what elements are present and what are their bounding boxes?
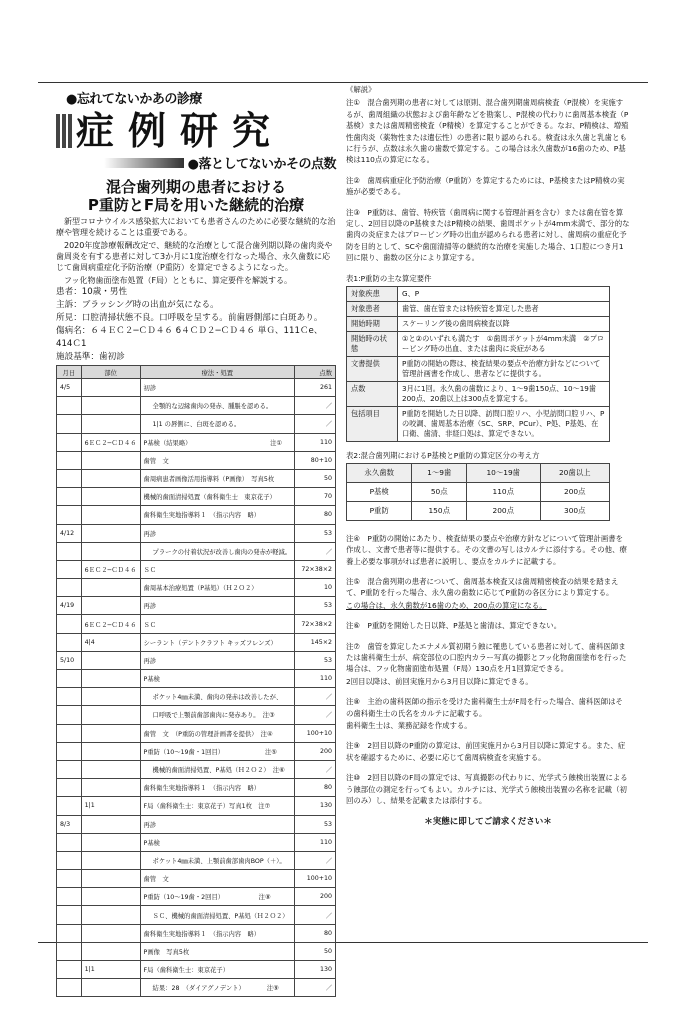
tagline-bottom: ●落としてないかその点数 (187, 157, 336, 172)
note-3: 注③ P重防は、歯管、特疾管（歯周病に関する管理計画を含む）または歯在管を算定し、2回目以降のP基検またはP精検の結果、歯周ポケットが4mm未満で、部分的な歯肉の炎症またはプロービング時の出血が認められる患者に対し、歯周病の重症化予防を目的として、SCや歯面清掃等の継続的な治療を実施した場合、1口腔につき月1回に限り、歯数の区分により算定する。 (346, 207, 630, 263)
record-treatment-cell: 再診 (140, 597, 295, 615)
table-cell: P重防 (347, 501, 412, 520)
record-date-cell (57, 833, 82, 851)
record-points-cell: 53 (295, 651, 336, 669)
table-row (347, 381, 610, 406)
record-date-cell (57, 633, 82, 651)
table-row (57, 961, 336, 979)
record-points-cell: 53 (295, 597, 336, 615)
record-site-cell (81, 760, 140, 778)
record-site-cell (81, 488, 140, 506)
record-treatment-cell: 1|1 の唇側に、白斑を認める。 (140, 415, 295, 433)
record-treatment-cell: 歯科衛生実地指導料１ （指示内容 略） (140, 779, 295, 797)
record-date-cell (57, 760, 82, 778)
record-treatment-cell: 歯管 文 (140, 870, 295, 888)
table-row (57, 851, 336, 869)
table-cell: 110点 (467, 482, 541, 501)
table-cell: 50点 (412, 482, 467, 501)
requirement-label: 文書提供 (347, 356, 398, 381)
table-row (57, 633, 336, 651)
requirements-table (346, 286, 610, 442)
footer-note: ＊実態に即してご請求ください＊ (424, 817, 552, 828)
record-date-cell (57, 451, 82, 469)
requirement-value: ①と②のいずれも満たす ①歯周ポケットが4mm未満 ②プロービング時の出血、または歯肉に炎症がある (398, 331, 610, 356)
record-site-cell (81, 979, 140, 997)
table-row (347, 501, 610, 520)
record-treatment-cell: シーラント（デントクラフト キッズフレンズ） (140, 633, 295, 651)
column-header: 療法・処置 (140, 366, 295, 379)
record-site-cell (81, 706, 140, 724)
intro-paragraph: フッ化物歯面塗布処置（F局）とともに、算定要件を解説する。 (64, 276, 293, 285)
note-paragraph: 注⑤ 混合歯列期の患者について、歯周基本検査又は歯周精密検査の結果を踏まえて、P重防を行った場合、永久歯の歯数に応じてP重防の各区分により算定する。 (346, 576, 619, 598)
record-date-cell (57, 924, 82, 942)
intro-paragraph: 2020年度診療報酬改定で、継続的な治療として混合歯列期以降の歯肉炎や歯周炎を有する患者に対して3か月に1度治療を行なった場合、永久歯数に応じて歯周病重症化予防治療（P重防）を算定できるようになった。 (56, 241, 333, 272)
table-row (57, 906, 336, 924)
record-points-cell: 72×38×2 (295, 560, 336, 578)
record-date-cell (57, 779, 82, 797)
record-points-cell: 70 (295, 488, 336, 506)
table-cell: 200点 (467, 501, 541, 520)
record-treatment-cell: P基検 (140, 670, 295, 688)
title-bars-decoration (56, 114, 72, 148)
record-treatment-cell: P重防（10～19歯・2回目） 注⑧ (140, 888, 295, 906)
column-header: 点数 (295, 366, 336, 379)
record-points-cell: 110 (295, 833, 336, 851)
record-site-cell (81, 451, 140, 469)
record-date-cell (57, 506, 82, 524)
table-row (57, 379, 336, 397)
column-header: 部位 (81, 366, 140, 379)
record-treatment-cell: 再診 (140, 815, 295, 833)
record-treatment-cell: 機械的歯面清掃処置、P基処（Ｈ２Ｏ２） 注⑥ (140, 760, 295, 778)
record-site-cell (81, 597, 140, 615)
record-site-cell (81, 379, 140, 397)
table-row (347, 356, 610, 381)
table-row (57, 488, 336, 506)
record-date-cell (57, 979, 82, 997)
record-site-cell (81, 924, 140, 942)
record-treatment-cell: 初診 (140, 379, 295, 397)
table-cell: 1～9歯 (412, 463, 467, 482)
requirement-label: 点数 (347, 381, 398, 406)
table-row (57, 724, 336, 742)
record-date-cell: 8/3 (57, 815, 82, 833)
record-points-cell: 72×38×2 (295, 615, 336, 633)
requirement-label: 対象患者 (347, 301, 398, 316)
record-treatment-cell: ＳＣ、機械的歯面清掃処置、P基処（Ｈ２Ｏ２） (140, 906, 295, 924)
record-treatment-cell: 全顎的な辺縁歯肉の発赤、腫脹を認める。 (140, 397, 295, 415)
record-date-cell (57, 670, 82, 688)
record-points-cell: 80 (295, 924, 336, 942)
table-row (57, 924, 336, 942)
table-cell: 150点 (412, 501, 467, 520)
record-treatment-cell: P画像 写真5枚 (140, 942, 295, 960)
record-treatment-cell: ポケット4㎜未満、歯肉の発赤は改善したが、 (140, 688, 295, 706)
table-row (57, 651, 336, 669)
record-date-cell (57, 797, 82, 815)
note-paragraph: 注⑥ P重防を開始した日以降、P基処と歯清は、算定できない。 (346, 621, 562, 631)
record-points-cell: 110 (295, 670, 336, 688)
requirement-label: 包括項目 (347, 406, 398, 441)
note-paragraph: 注④ P重防の開始にあたり、検査結果の要点や治療方針などについて管理計画書を作成し、文書で患者等に提供する。その文書の写しはカルテに添付する。その他、療養上必要な事項がれば患者に説明し、要点をカルテに記載する。 (346, 533, 627, 566)
record-points-cell: ／ (295, 688, 336, 706)
table-cell: 10～19歯 (467, 463, 541, 482)
record-date-cell (57, 851, 82, 869)
note-paragraph: 注⑨ 2回目以降のP重防の算定は、前回実施月から3月目以降に算定する。また、症状を確認するために、必要に応じて歯周病検査を実施する。 (346, 741, 626, 762)
table2-caption: 表2:混合歯列期におけるP基検とP重防の算定区分の考え方 (346, 450, 540, 460)
record-points-cell: 50 (295, 469, 336, 487)
table-header-row (57, 366, 336, 379)
record-site-cell (81, 542, 140, 560)
record-site-cell (81, 524, 140, 542)
record-site-cell: 1|1 (81, 797, 140, 815)
chief-complaint: 主訴：ブラッシング時の出血が気になる。 (56, 300, 219, 310)
table-row (57, 542, 336, 560)
record-points-cell: 145×2 (295, 633, 336, 651)
record-treatment-cell: 口呼吸で上顎前歯部歯肉に発赤あり。 注③ (140, 706, 295, 724)
record-date-cell (57, 706, 82, 724)
record-points-cell: 261 (295, 379, 336, 397)
record-date-cell (57, 579, 82, 597)
record-treatment-cell: P基検（結果略） 注① (140, 433, 295, 451)
record-treatment-cell: 再診 (140, 524, 295, 542)
record-points-cell: 80+10 (295, 451, 336, 469)
requirement-value: P重防を開始した日以降、訪問口腔リハ、小児訪問口腔リハ、Pの咬調、歯周基本治療（SC、SRP、PCur）、P処、P基処、在口衛、歯清、非経口処は、算定できない。 (398, 406, 610, 441)
record-date-cell (57, 906, 82, 924)
record-site-cell (81, 851, 140, 869)
requirement-value: 3月に1回。永久歯の歯数により、1～9歯150点、10～19歯200点、20歯以上は300点を算定する。 (398, 381, 610, 406)
table-row (57, 615, 336, 633)
record-points-cell: ／ (295, 415, 336, 433)
record-site-cell: 1|1 (81, 961, 140, 979)
table-row (347, 316, 610, 331)
note-paragraph: 歯科衛生士は、業務記録を作成する。 (346, 720, 472, 730)
table-row (57, 524, 336, 542)
table-row (347, 331, 610, 356)
intro-paragraph: 新型コロナウイルス感染拡大においても患者さんのために必要な継続的な治療や管理を続けることは重要である。 (56, 217, 336, 237)
table-row (57, 397, 336, 415)
table-row (57, 870, 336, 888)
record-treatment-cell: 再診 (140, 651, 295, 669)
tagline-top: ●忘れてないかあの診療 (66, 92, 202, 107)
table-row (57, 706, 336, 724)
record-treatment-cell: プラークの付着状況が改善し歯肉の発赤が軽減。 (140, 542, 295, 560)
diagnosis: 傷病名：６４ＥＣ２─ＣＤ４６ 6４ＣＤ２─ＣＤ４６ 単Ｇ、111Ｃe、414Ｃ1 (56, 326, 323, 349)
record-site-cell (81, 870, 140, 888)
record-site-cell (81, 670, 140, 688)
record-date-cell (57, 397, 82, 415)
record-date-cell: 5/10 (57, 651, 82, 669)
record-treatment-cell: 結果：28 （ダイアグノデント） 注⑨ (140, 979, 295, 997)
table-row (347, 301, 610, 316)
record-treatment-cell: 歯管 文 (140, 451, 295, 469)
record-site-cell (81, 906, 140, 924)
record-treatment-cell: P重防（10～19歯・1回目） 注⑤ (140, 742, 295, 760)
table-cell: 20歯以上 (540, 463, 609, 482)
record-site-cell (81, 469, 140, 487)
record-date-cell (57, 961, 82, 979)
table-row (57, 506, 336, 524)
table-row (57, 779, 336, 797)
table-row (57, 942, 336, 960)
requirement-label: 開始時期 (347, 316, 398, 331)
record-points-cell: ／ (295, 397, 336, 415)
table-row (57, 833, 336, 851)
record-points-cell: 50 (295, 942, 336, 960)
record-date-cell: 4/5 (57, 379, 82, 397)
table-row (347, 406, 610, 441)
table-row (57, 888, 336, 906)
record-date-cell (57, 415, 82, 433)
record-site-cell (81, 415, 140, 433)
record-site-cell (81, 506, 140, 524)
record-site-cell (81, 651, 140, 669)
gradient-bar-decoration (104, 158, 184, 168)
record-date-cell (57, 560, 82, 578)
record-site-cell (81, 815, 140, 833)
record-site-cell (81, 397, 140, 415)
note-paragraph: 注⑧ 主治の歯科医師の指示を受けた歯科衛生士がF局を行った場合、歯科医師はその歯科衛生士の氏名をカルテに記載する。 (346, 697, 623, 718)
record-site-cell (81, 688, 140, 706)
record-points-cell: ／ (295, 906, 336, 924)
record-treatment-cell: F局（歯科衛生士：東京花子）写真1枚 注⑦ (140, 797, 295, 815)
table-row (57, 433, 336, 451)
record-site-cell: 6ＥＣ２─ＣＤ４６ (81, 615, 140, 633)
column-header: 月日 (57, 366, 82, 379)
requirement-value: スケーリング後の歯周病検査以降 (398, 316, 610, 331)
record-points-cell: 53 (295, 815, 336, 833)
record-points-cell: 100+10 (295, 870, 336, 888)
record-date-cell (57, 433, 82, 451)
record-points-cell: 200 (295, 742, 336, 760)
table-row (57, 742, 336, 760)
record-date-cell: 4/12 (57, 524, 82, 542)
notes-continued (346, 533, 630, 807)
table-row (57, 560, 336, 578)
table-row (57, 760, 336, 778)
record-treatment-cell: ＳＣ (140, 560, 295, 578)
table-row (57, 597, 336, 615)
table-cell: 永久歯数 (347, 463, 412, 482)
article-subtitle-1: 混合歯列期の患者における (105, 178, 286, 196)
requirement-value: 歯管、歯在管または特疾管を算定した患者 (398, 301, 610, 316)
record-points-cell: 53 (295, 524, 336, 542)
record-site-cell: 6ＥＣ２─ＣＤ４６ (81, 433, 140, 451)
record-site-cell (81, 942, 140, 960)
record-treatment-cell: 機械的歯面清掃処置（歯科衛生士 東京花子） (140, 488, 295, 506)
tagline-bottom-row (56, 153, 336, 172)
note-paragraph: この場合は、永久歯数が16歯のため、200点の算定になる。 (346, 600, 547, 610)
right-column (346, 84, 630, 827)
table-row (347, 463, 610, 482)
record-treatment-cell: 歯周病患者画像活用指導料（P画像） 写真5枚 (140, 469, 295, 487)
title-row (56, 108, 336, 153)
record-points-cell: ／ (295, 851, 336, 869)
record-treatment-cell: 歯周基本治療処置（P基処）（Ｈ２Ｏ２） (140, 579, 295, 597)
record-date-cell (57, 870, 82, 888)
record-points-cell: 100+10 (295, 724, 336, 742)
note-paragraph: 注⑦ 歯管を算定したエナメル質初期う蝕に罹患している患者に対して、歯科医師または歯科衛生士が、病変部位の口腔内カラー写真の撮影とフッ化物歯面塗布を行った場合は、フッ化物歯面塗布処置（F局）130点を月1回算定できる。 (346, 641, 627, 674)
points-table (346, 463, 610, 521)
table-cell: P基検 (347, 482, 412, 501)
record-treatment-cell: 歯科衛生実地指導料１ （指示内容 略） (140, 506, 295, 524)
record-points-cell: 110 (295, 433, 336, 451)
record-site-cell (81, 742, 140, 760)
requirement-label: 対象疾患 (347, 286, 398, 301)
record-date-cell (57, 942, 82, 960)
note-paragraph: 2回目以降は、前回実施月から3月目以降に算定できる。 (346, 676, 533, 686)
table-row (57, 451, 336, 469)
record-site-cell (81, 888, 140, 906)
record-points-cell: 200 (295, 888, 336, 906)
record-treatment-cell: ポケット4㎜未満、上顎前歯部歯肉BOP（＋）。 (140, 851, 295, 869)
table-row (347, 286, 610, 301)
commentary-header: 《解説》 (346, 85, 376, 94)
record-date-cell (57, 488, 82, 506)
record-site-cell: 4|4 (81, 633, 140, 651)
treatment-record-table (56, 365, 336, 997)
table-row (347, 482, 610, 501)
record-site-cell (81, 579, 140, 597)
page-title: 症例研究 (76, 108, 285, 153)
table1-caption: 表1:P重防の主な算定要件 (346, 273, 432, 283)
record-treatment-cell: 歯科衛生実地指導料１ （指示内容 略） (140, 924, 295, 942)
record-points-cell: 10 (295, 579, 336, 597)
record-points-cell: 130 (295, 797, 336, 815)
record-points-cell: ／ (295, 760, 336, 778)
requirement-value: P重防の開始の際は、検査結果の要点や治療方針などについて管理計画書を作成し、患者などに提供する。 (398, 356, 610, 381)
note-2: 注② 歯周病重症化予防治療（P重防）を算定するためには、P基検またはP精検の実施が必要である。 (346, 175, 625, 197)
record-treatment-cell: 歯管 文 （P重防の管理計画書を提供） 注④ (140, 724, 295, 742)
table-row (57, 797, 336, 815)
record-date-cell (57, 742, 82, 760)
record-treatment-cell: ＳＣ (140, 615, 295, 633)
top-rule (38, 82, 648, 83)
requirement-label: 開始時の状態 (347, 331, 398, 356)
table-cell: 200点 (540, 482, 609, 501)
record-date-cell (57, 615, 82, 633)
treatment-record-body (57, 379, 336, 997)
record-treatment-cell: F局（歯科衛生士：東京花子） (140, 961, 295, 979)
table-row (57, 979, 336, 997)
table-row (57, 688, 336, 706)
table-row (57, 815, 336, 833)
facility-standard: 施設基準：歯初診 (56, 352, 125, 362)
record-site-cell (81, 833, 140, 851)
table-row (57, 415, 336, 433)
record-date-cell (57, 542, 82, 560)
table-row (57, 579, 336, 597)
record-site-cell (81, 779, 140, 797)
record-points-cell: 130 (295, 961, 336, 979)
record-points-cell: 80 (295, 506, 336, 524)
note-1: 注① 混合歯列期の患者に対しては原則、混合歯列期歯周病検査（P混検）を実施するが、歯周組織の状態および歯年齢などを勘案し、P混検の代わりに歯周基本検査（P基検）または歯周精密検査（P精検）を算定することができる。なお、P精検は、増殖性歯肉炎（薬物性または遺伝性）の患者に限り認められる。検査は永久歯と乳歯ともに行うが、点数は永久歯の歯数で算定する。この場合は永久歯数が16歯のため、P基検は110点の算定になる。 (346, 98, 629, 165)
table-row (57, 469, 336, 487)
note-paragraph: 注⑩ 2回目以降のF局の算定では、写真撮影の代わりに、光学式う蝕検出装置によるう蝕部位の測定を行ってもよい。カルテには、光学式う蝕検出装置の名称を記載（初回のみ）し、結果を記載または添付する。 (346, 773, 628, 805)
record-date-cell (57, 469, 82, 487)
record-date-cell (57, 724, 82, 742)
left-column (56, 88, 336, 997)
record-date-cell: 4/19 (57, 597, 82, 615)
record-treatment-cell: P基検 (140, 833, 295, 851)
record-points-cell: 80 (295, 779, 336, 797)
record-points-cell: ／ (295, 542, 336, 560)
findings: 所見：口腔清掃状態不良。口呼吸を呈する。前歯唇側部に白斑あり。 (56, 313, 323, 323)
record-date-cell (57, 888, 82, 906)
record-date-cell (57, 688, 82, 706)
record-points-cell: ／ (295, 706, 336, 724)
article-subtitle-2: P重防とF局を用いた継続的治療 (87, 196, 305, 214)
record-site-cell (81, 724, 140, 742)
requirement-value: G、P (398, 286, 610, 301)
table-cell: 300点 (540, 501, 609, 520)
record-site-cell: 6ＥＣ２─ＣＤ４６ (81, 560, 140, 578)
table-row (57, 670, 336, 688)
patient-info: 患者：10歳・男性 (56, 287, 128, 297)
record-points-cell: ／ (295, 979, 336, 997)
